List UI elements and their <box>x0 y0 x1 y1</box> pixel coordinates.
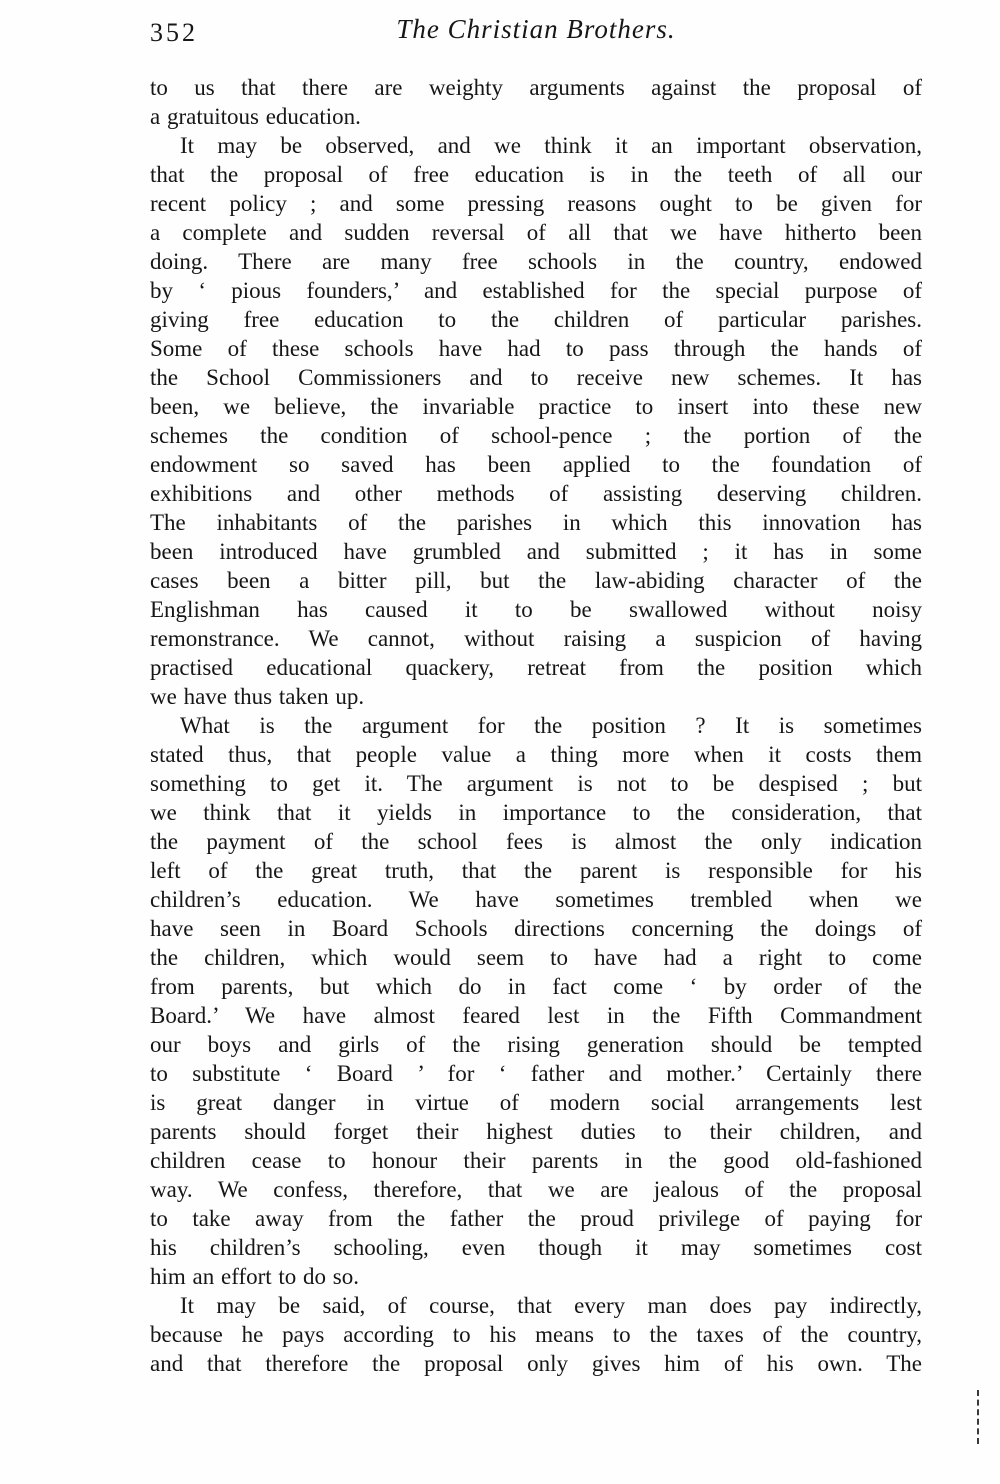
text-line: schemes the condition of school-pence ; the portion of the <box>150 423 922 448</box>
text-line: our boys and girls of the rising generation should be tempted <box>150 1032 922 1057</box>
text-line: It may be said, of course, that every man does pay indirectly, <box>180 1293 922 1318</box>
text-line: Some of these schools have had to pass through the hands of <box>150 336 922 361</box>
text-line: Englishman has caused it to be swallowed without noisy <box>150 597 922 622</box>
text-line: parents should forget their highest duties to their children, and <box>150 1119 922 1144</box>
text-line: that the proposal of free education is in the teeth of all our <box>150 162 922 187</box>
text-line: What is the argument for the position ? It is sometimes <box>180 713 922 738</box>
text-line: him an effort to do so. <box>150 1264 359 1289</box>
paragraph <box>150 1291 922 1378</box>
text-line: the School Commissioners and to receive new schemes. It has <box>150 365 922 390</box>
text-line: giving free education to the children of particular parishes. <box>150 307 922 332</box>
text-line: his children’s schooling, even though it may sometimes cost <box>150 1235 922 1260</box>
text-line: endowment so saved has been applied to the foundation of <box>150 452 922 477</box>
text-line: children’s education. We have sometimes trembled when we <box>150 887 922 912</box>
text-line: because he pays according to his means to the taxes of the country, <box>150 1322 922 1347</box>
text-line: recent policy ; and some pressing reasons ought to be given for <box>150 191 922 216</box>
text-line: to substitute ‘ Board ’ for ‘ father and mother.’ Certainly there <box>150 1061 922 1086</box>
text-line: something to get it. The argument is not to be despised ; but <box>150 771 922 796</box>
page-number: 352 <box>150 18 198 47</box>
running-header <box>150 12 922 52</box>
text-line: the children, which would seem to have had a right to come <box>150 945 922 970</box>
text-line: we have thus taken up. <box>150 684 365 709</box>
text-line: Board.’ We have almost feared lest in the Fifth Commandment <box>150 1003 922 1028</box>
text-line: children cease to honour their parents in the good old-fashioned <box>150 1148 922 1173</box>
text-line: to us that there are weighty arguments against the proposal of <box>150 75 922 100</box>
text-line: a complete and sudden reversal of all that we have hitherto been <box>150 220 922 245</box>
text-line: we think that it yields in importance to the consideration, that <box>150 800 922 825</box>
text-line: cases been a bitter pill, but the law-abiding character of the <box>150 568 922 593</box>
text-line: to take away from the father the proud privilege of paying for <box>150 1206 922 1231</box>
text-line: from parents, but which do in fact come ‘ by order of the <box>150 974 922 999</box>
text-line: by ‘ pious founders,’ and established for the special purpose of <box>150 278 922 303</box>
text-line: the payment of the school fees is almost the only indication <box>150 829 922 854</box>
text-line: is great danger in virtue of modern social arrangements lest <box>150 1090 922 1115</box>
running-title: The Christian Brothers. <box>396 14 676 44</box>
paragraph <box>150 131 922 711</box>
text-line: It may be observed, and we think it an important observation, <box>180 133 922 158</box>
text-line: a gratuitous education. <box>150 104 361 129</box>
text-line: been, we believe, the invariable practice to insert into these new <box>150 394 922 419</box>
text-line: have seen in Board Schools directions concerning the doings of <box>150 916 922 941</box>
text-line: practised educational quackery, retreat from the position which <box>150 655 922 680</box>
paragraph <box>150 73 922 131</box>
text-line: exhibitions and other methods of assisting deserving children. <box>150 481 922 506</box>
text-line: and that therefore the proposal only gives him of his own. The <box>150 1351 922 1376</box>
text-line: doing. There are many free schools in the country, endowed <box>150 249 922 274</box>
text-line: stated thus, that people value a thing more when it costs them <box>150 742 922 767</box>
text-line: way. We confess, therefore, that we are jealous of the proposal <box>150 1177 922 1202</box>
text-line: left of the great truth, that the parent is responsible for his <box>150 858 922 883</box>
paragraph <box>150 711 922 1291</box>
text-line: The inhabitants of the parishes in which this innovation has <box>150 510 922 535</box>
text-line: been introduced have grumbled and submitted ; it has in some <box>150 539 922 564</box>
scan-artifact-dashed-line <box>977 1390 979 1444</box>
page-body <box>150 73 922 1378</box>
text-line: remonstrance. We cannot, without raising a suspicion of having <box>150 626 922 651</box>
